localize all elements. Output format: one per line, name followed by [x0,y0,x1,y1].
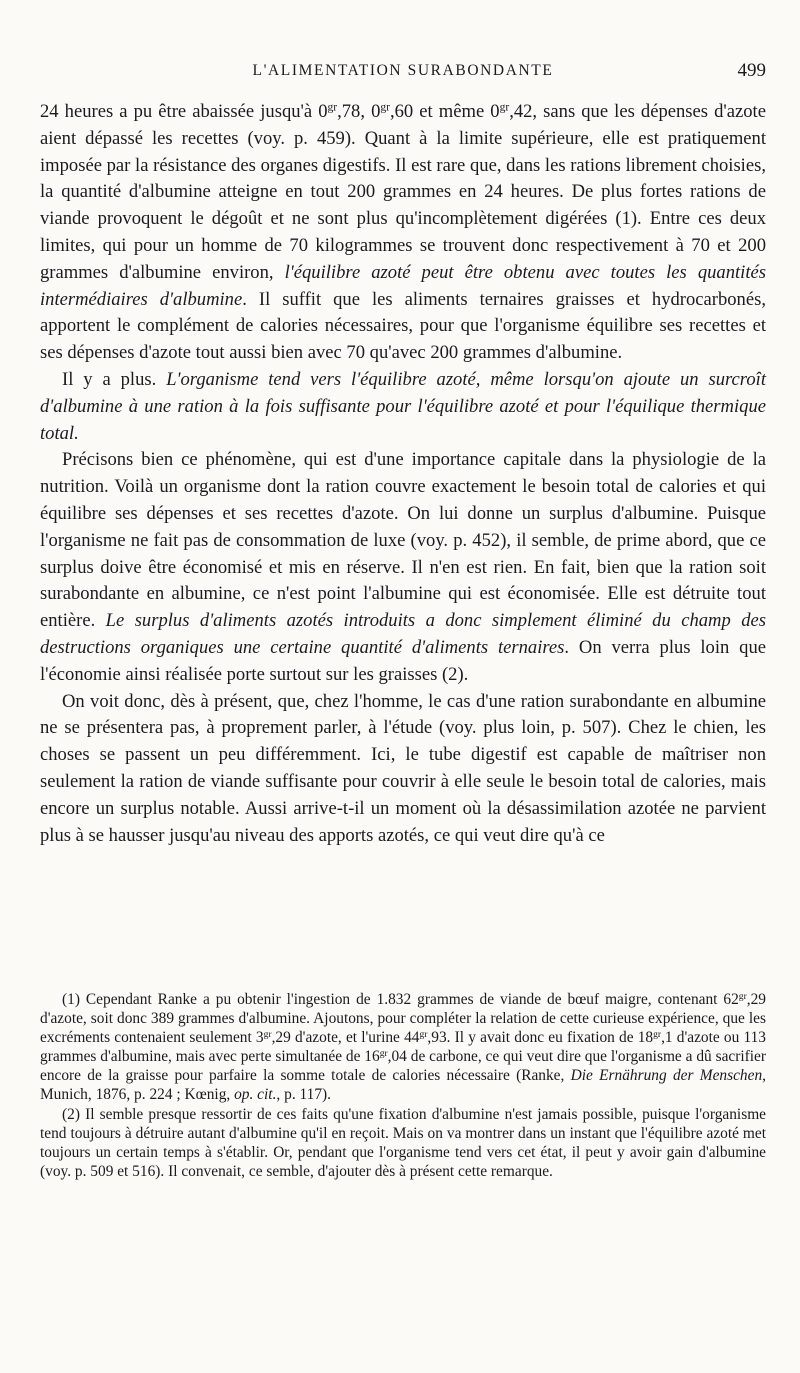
text-run: On voit donc, dès à présent, que, chez l'homme, le cas d'une ration surabondante en albumine ne se présentera pas, à proprement parler, à l'étude (voy. plus loin, p. 507). Chez le chien, les choses se passent un peu différemment. Ici, le tube digestif est capable de maîtriser non seulement la ration de viande suffisante pour couvrir à elle seule le besoin total de calories, mais encore un surplus notable. Aussi arrive-t-il un moment où la désassimilation azotée ne parvient plus à se hausser jusqu'au niveau des apports azotés, ce qui veut dire qu'à ce [40,690,766,846]
unit-superscript: gr [499,101,510,114]
paragraph [40,689,766,850]
text-run: . On verra plus loin que l'économie ainsi réalisée porte surtout sur les graisses (2). [40,636,766,685]
text-run: ,1 d'azote ou 113 grammes d'albumine, mais avec perte simultanée de 16 [40,1029,766,1066]
unit-superscript: gr [380,101,390,114]
unit-superscript: gr [263,1028,272,1040]
unit-superscript: gr [379,1048,388,1060]
text-run: 24 heures a pu être abaissée jusqu'à 0 [40,101,328,122]
italic-text: L'organisme tend vers l'équilibre azoté, même lorsqu'on ajoute un surcroît d'albumine à une ration à la fois suffisante pour l'équilibre azoté et pour l'équilique thermique total. [40,368,766,444]
running-title: L'ALIMENTATION SURABONDANTE [252,62,554,79]
page-number: 499 [737,60,766,81]
italic-text: Le surplus d'aliments azotés introduits a donc simplement éliminé du champ des destructions organiques une certaine quantité d'aliments ternaires [40,610,766,658]
main-text [40,99,766,849]
footnotes [40,990,766,1181]
unit-superscript: gr [653,1028,662,1040]
text-run: ,42, sans que les dépenses d'azote aient dépassé les recettes (voy. p. 459). Quant à la limite supérieure, elle est pratiquement imposée par la résistance des organes digestifs. Il est rare que, dans les rations librement choisies, la quantité d'albumine atteigne en tout 200 grammes en 24 heures. De plus fortes rations de viande provoquent le dégoût et ne sont plus qu'incomplètement digérées (1). Entre ces deux limites, qui pour un homme de 70 kilogrammes se trouvent donc respectivement à 70 et 200 grammes d'albumine environ, [40,101,766,283]
text-run: ,60 et même 0 [389,101,500,122]
text-run: , Munich, 1876, p. 224 ; Kœnig, [40,1067,766,1104]
italic-text: l'équilibre azoté peut être obtenu avec toutes les quantités intermédiaires d'albumine [40,261,767,310]
text-run: Précisons bien ce phénomène, qui est d'une importance capitale dans la physiologie de la nutrition. Voilà un organisme dont la ration couvre exactement le besoin total de calories et qui équilibre ses dépenses et ses recettes d'azote. On lui donne un surplus d'albumine. Puisque l'organisme ne fait pas de consommation de luxe (voy. p. 452), il semble, de prime abord, que ce surplus doive être économisé et mis en réserve. Il n'en est rien. En fait, bien que la ration soit surabondante en albumine, ce n'est point l'albumine qui est économisée. Elle est détruite tout entière. [40,449,766,632]
paragraph [40,99,766,367]
paragraph [40,367,766,447]
text-run: ,29 d'azote, et l'urine 44 [271,1029,420,1047]
unit-superscript: gr [419,1028,428,1040]
text-run: ,93. Il y avait donc eu fixation de 18 [427,1029,654,1047]
text-run: . Il suffit que les aliments ternaires graisses et hydrocarbonés, apportent le complément de calories nécessaires, pour que l'organisme équilibre ses recettes et ses dépenses d'azote tout aussi bien avec 70 qu'avec 200 grammes d'albumine. [40,288,766,364]
unit-superscript: gr [738,990,747,1002]
footnote [40,1105,766,1181]
text-run: ,78, 0 [337,101,381,122]
text-run: , p. 117). [276,1086,331,1104]
italic-text: op. cit. [234,1086,277,1104]
italic-text: Die Ernährung der Menschen [570,1067,763,1085]
paragraph [40,447,766,688]
footnote [40,990,766,1105]
running-header [40,60,766,84]
text-run: (1) Cependant Ranke a pu obtenir l'ingestion de 1.832 grammes de viande de bœuf maigre, contenant 62 [62,991,739,1008]
text-run: Il y a plus. [62,368,167,390]
text-run: ,04 de carbone, ce qui veut dire que l'organisme a dû sacrifier encore de la graisse pour parfaire la somme totale de calories nécessaire (Ranke, [40,1048,766,1085]
unit-superscript: gr [327,101,338,114]
text-run: ,29 d'azote, soit donc 389 grammes d'albumine. Ajoutons, pour compléter la relation de cette curieuse expérience, que les excréments contenaient seulement 3 [40,991,766,1047]
text-run: (2) Il semble presque ressortir de ces faits qu'une fixation d'albumine n'est jamais possible, puisque l'organisme tend toujours à détruire autant d'albumine qu'il en reçoit. Mais on va montrer dans un instant que l'équilibre azoté met toujours un certain temps à s'établir. Or, pendant que l'organisme tend vers cet état, il peut y avoir gain d'albumine (voy. p. 509 et 516). Il convenait, ce semble, d'ajouter dès à présent cette remarque. [40,1105,766,1180]
